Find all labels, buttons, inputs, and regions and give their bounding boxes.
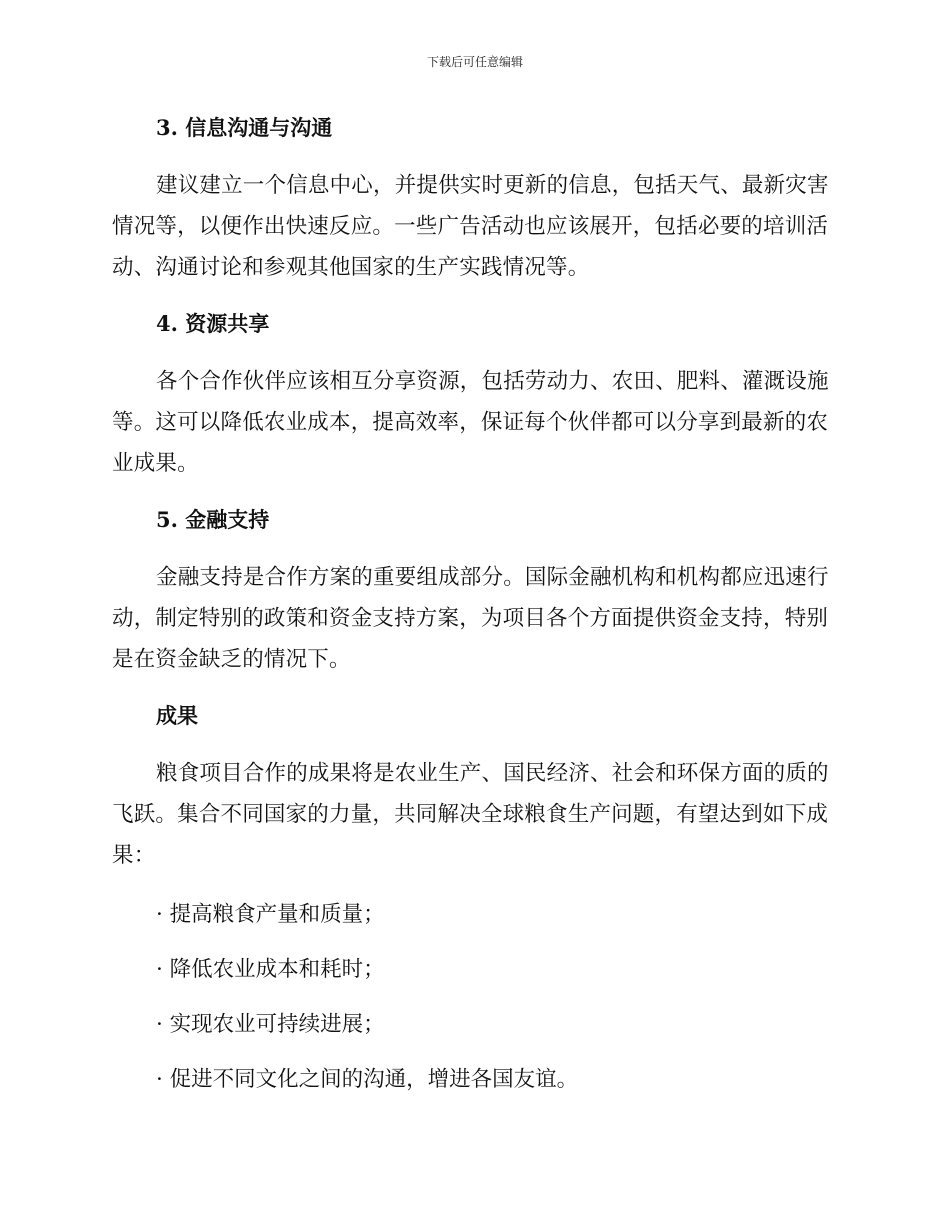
section-paragraph-results: 粮食项目合作的成果将是农业生产、国民经济、社会和环保方面的质的飞跃。集合不同国家的力量，共同解决全球粮食生产问题，有望达到如下成果： [112,761,829,868]
section-heading-resource-sharing: 4. 资源共享 [156,311,270,336]
document-body [112,112,832,1096]
bullet-item: · 降低农业成本和耗时； [156,957,385,982]
section-paragraph-info-communication: 建议建立一个信息中心，并提供实时更新的信息，包括天气、最新灾害情况等，以便作出快速反应。一些广告活动也应该展开，包括必要的培训活动、沟通讨论和参观其他国家的生产实践情况等。 [112,173,829,280]
page-header: 下载后可任意编辑 [426,55,523,69]
bullet-item: · 促进不同文化之间的沟通，增进各国友谊。 [156,1067,579,1092]
section-heading-info-communication: 3. 信息沟通与沟通 [156,115,333,140]
section-paragraph-financial-support: 金融支持是合作方案的重要组成部分。国际金融机构和机构都应迅速行动，制定特别的政策和资金支持方案，为项目各个方面提供资金支持，特别是在资金缺乏的情况下。 [112,565,829,672]
bullet-item: · 实现农业可持续进展； [156,1012,385,1037]
section-paragraph-resource-sharing: 各个合作伙伴应该相互分享资源，包括劳动力、农田、肥料、灌溉设施等。这可以降低农业成本，提高效率，保证每个伙伴都可以分享到最新的农业成果。 [112,369,829,476]
section-heading-results: 成果 [156,703,198,728]
section-heading-financial-support: 5. 金融支持 [156,507,270,532]
bullet-item: · 提高粮食产量和质量； [156,902,385,927]
